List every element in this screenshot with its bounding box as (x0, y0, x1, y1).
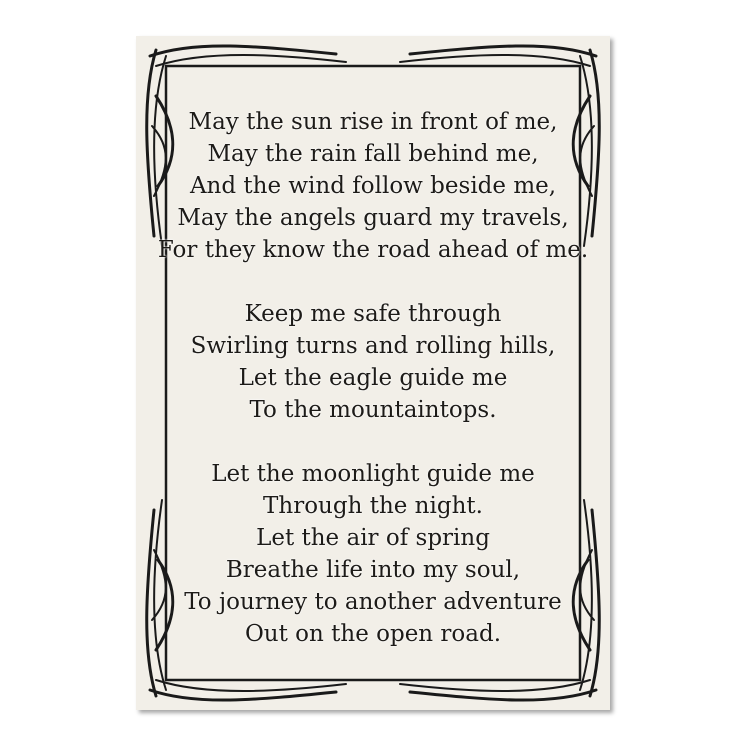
poem-line: Through the night. (263, 493, 483, 519)
poem-line: May the sun rise in front of me, (188, 109, 558, 135)
poem-line: Keep me safe through (244, 301, 502, 327)
poem-line: For they know the road ahead of me. (157, 237, 589, 263)
poem-line: Swirling turns and rolling hills, (190, 333, 556, 359)
poem-text (136, 106, 610, 650)
poem-line: Breathe life into my soul, (225, 557, 521, 583)
poem-line: Let the air of spring (256, 525, 490, 551)
stanza-2 (136, 298, 610, 426)
poem-line: To the mountaintops. (249, 397, 497, 423)
poem-line: To journey to another adventure (184, 589, 562, 615)
poem-line: Out on the open road. (244, 621, 502, 647)
poem-line: Let the eagle guide me (238, 365, 508, 391)
stanza-1 (136, 106, 610, 266)
poem-card (136, 36, 610, 710)
poem-line: May the rain fall behind me, (207, 141, 539, 167)
poem-line: And the wind follow beside me, (189, 173, 557, 199)
poem-line: May the angels guard my travels, (177, 205, 569, 231)
poem-line: Let the moonlight guide me (211, 461, 535, 487)
stanza-3 (136, 458, 610, 650)
